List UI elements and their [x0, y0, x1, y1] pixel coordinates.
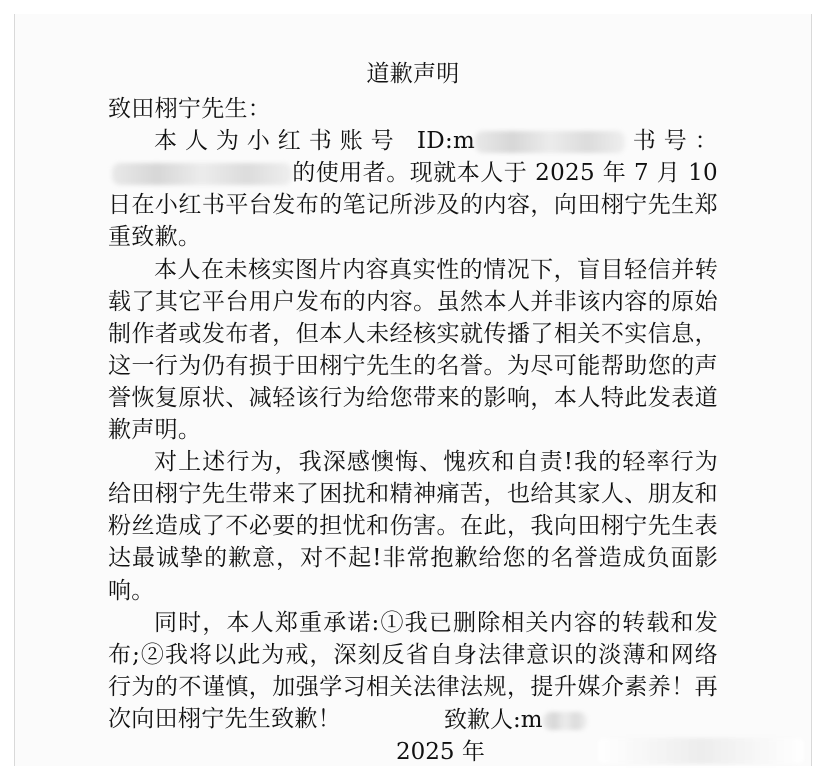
paragraph-account-info	[108, 125, 718, 253]
salutation: 致田栩宁先生：	[108, 96, 272, 123]
watermark-blur	[598, 738, 804, 764]
paragraph-explanation: 本人在未核实图片内容真实性的情况下，盲目轻信并转载了其它平台用户发布的内容。虽然本人并非该内容的原始制作者或发布者，但本人未经核实就传播了相关不实信息，这一行为仍有损于田栩宁先生的名誉。为尽可能帮助您的声誉恢复原状、减轻该行为给您带来的影响，本人特此发表道歉声明。	[108, 256, 718, 444]
paragraph-commitment: 同时，本人郑重承诺:①我已删除相关内容的转载和发布;②我将以此为戒，深刻反省自身法律意识的淡薄和网络行为的不谨慎，加强学习相关法律法规，提升媒介素养！再次向田栩宁先生致歉！	[108, 609, 718, 732]
account-text-a: 本人为小红书账号 ID:m	[154, 128, 476, 155]
account-text-b: 书号：	[625, 128, 719, 155]
redacted-signature-name	[543, 712, 587, 730]
date-line: 2025 年	[396, 739, 485, 765]
account-text-c: 的使用者。现就本人于 2025 年 7 月 10 日在小红书平台发布的笔记所涉及的内容，向田栩宁先生郑重致歉。	[108, 160, 718, 251]
document-title: 道歉声明	[366, 61, 460, 87]
redacted-book-number	[112, 163, 292, 185]
apology-letter	[108, 58, 718, 735]
redacted-account-id	[475, 131, 625, 153]
signature-line: 致歉人:m	[444, 704, 587, 736]
paragraph-remorse: 对上述行为，我深感懊悔、愧疚和自责!我的轻率行为给田栩宁先生带来了困扰和精神痛苦，也给其家人、朋友和粉丝造成了不必要的担忧和伤害。在此，我向田栩宁先生表达最诚挚的歉意，对不起!非常抱歉给您的名誉造成负面影响。	[108, 449, 718, 604]
